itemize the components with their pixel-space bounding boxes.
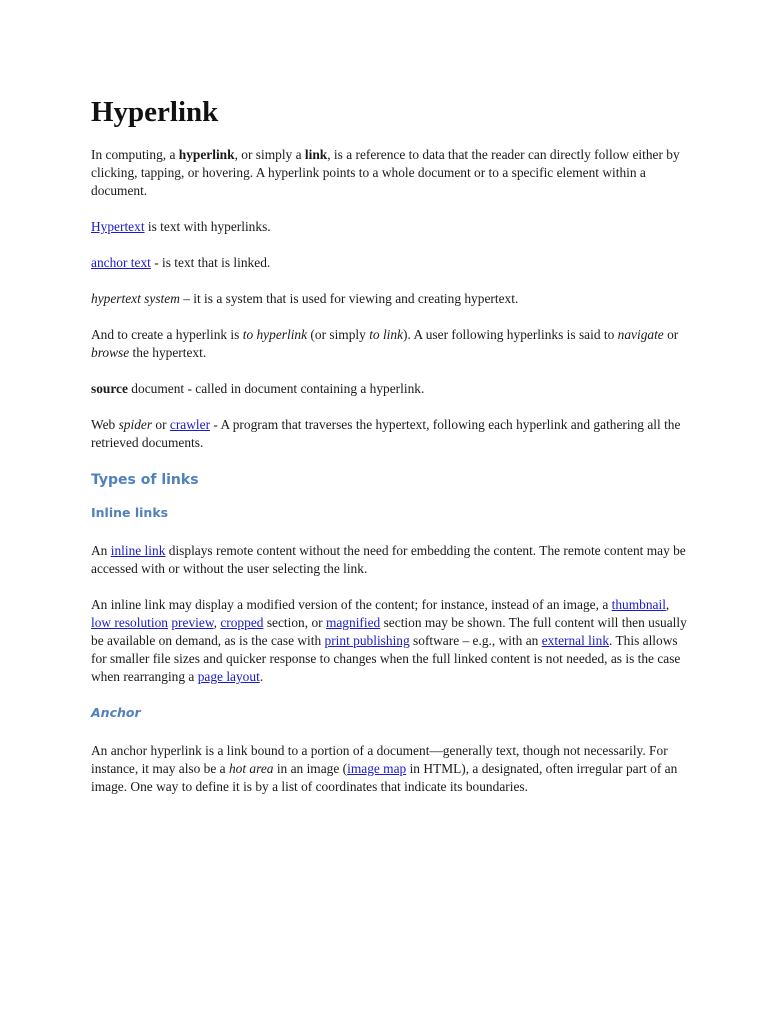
magnified-link[interactable]: magnified	[325, 615, 381, 630]
inline-link-paragraph: An inline link displays remote content without the need for embedding the content. The remote content may be accessed with or without the user selecting the link.	[91, 543, 686, 576]
preview-link[interactable]: preview	[171, 615, 214, 630]
source-document-paragraph: source document - called in document containing a hyperlink.	[91, 381, 425, 396]
anchor-text-paragraph: anchor text - is text that is linked.	[91, 255, 271, 270]
web-spider-paragraph: Web spider or crawler - A program that traverses the hypertext, following each hyperlink and gathering all the retrieved documents.	[91, 417, 681, 450]
hypertext-link[interactable]: Hypertext	[91, 219, 145, 234]
anchor-text-link[interactable]: anchor text	[91, 255, 151, 270]
external-link-link[interactable]: external link	[541, 633, 610, 648]
image-map-link[interactable]: image map	[347, 761, 407, 776]
cropped-link[interactable]: cropped	[220, 615, 264, 630]
create-hyperlink-paragraph: And to create a hyperlink is to hyperlink (or simply to link). A user following hyperlinks is said to navigate or browse the hypertext.	[91, 327, 679, 360]
inline-link-link[interactable]: inline link	[110, 543, 166, 558]
thumbnail-link[interactable]: thumbnail	[611, 597, 666, 612]
intro-paragraph: In computing, a hyperlink, or simply a link, is a reference to data that the reader can directly follow either by clicking, tapping, or hovering. A hyperlink points to a whole document or to a specific element within a document.	[91, 147, 680, 198]
low-resolution-link[interactable]: low resolution	[91, 615, 168, 630]
term-hyperlink: hyperlink	[178, 147, 235, 162]
crawler-link[interactable]: crawler	[169, 417, 211, 432]
inline-modified-paragraph: An inline link may display a modified version of the content; for instance, instead of an image, a thumbnail, low resolution preview, cropped section, or magnified section may be shown. The full content will then usually be available on demand, as is the case with print publishing software – e.g., with an external link. This allows for smaller file sizes and quicker response to changes when the full linked content is not needed, as is the case when rearranging a page layout.	[91, 597, 687, 684]
page-layout-link[interactable]: page layout	[197, 669, 260, 684]
page-title: Hyperlink	[91, 96, 219, 128]
anchor-hyperlink-paragraph: An anchor hyperlink is a link bound to a portion of a document—generally text, though not necessarily. For instance, it may also be a hot area in an image (image map in HTML), a designated, often irregular part of an image. One way to define it is by a list of coordinates that indicate its boundaries.	[91, 743, 678, 794]
subheading-inline-links: Inline links	[91, 505, 169, 520]
hypertext-paragraph: Hypertext is text with hyperlinks.	[91, 219, 271, 234]
subheading-anchor: Anchor	[91, 705, 141, 720]
hypertext-system-paragraph: hypertext system – it is a system that is used for viewing and creating hypertext.	[91, 291, 519, 306]
print-publishing-link[interactable]: print publishing	[324, 633, 410, 648]
term-link: link	[304, 147, 328, 162]
section-heading-types-of-links: Types of links	[91, 472, 199, 488]
